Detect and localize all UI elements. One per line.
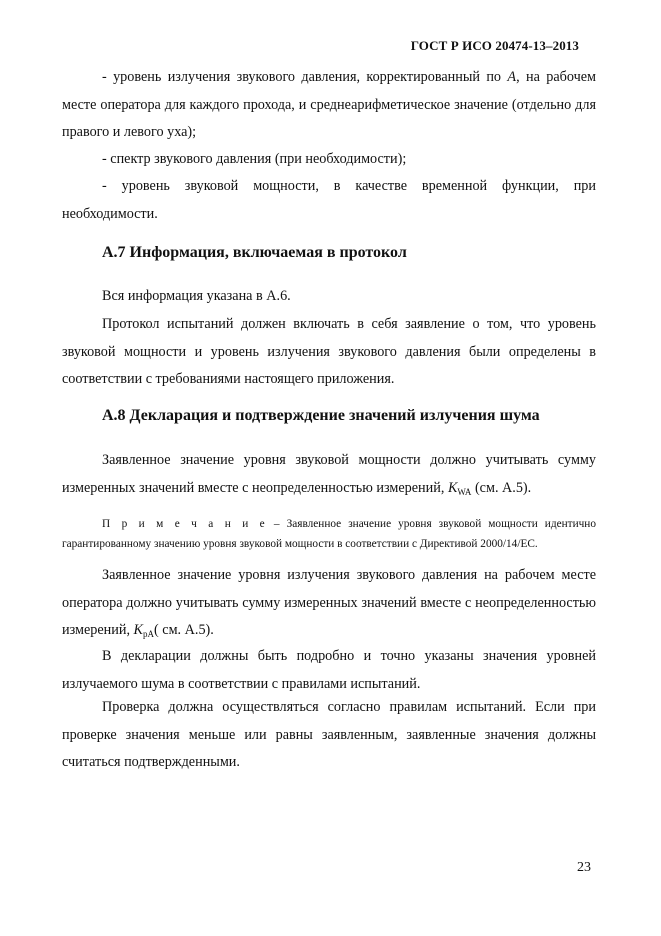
note: П р и м е ч а н и е – Заявленное значение уровня звуковой мощности идентично гарантированному значению уровня звуковой мощности в соответствии с Директивой 2000/14/ЕС. <box>62 518 596 550</box>
paragraph: Проверка должна осуществляться согласно правилам испытаний. Если при проверке значения меньше или равны заявленным, заявленные значения должны считаться подтвержденными. <box>62 699 596 770</box>
list-item-spectrum: - спектр звукового давления (при необходимости); <box>102 151 407 167</box>
paragraph: Протокол испытаний должен включать в себя заявление о том, что уровень звуковой мощности и уровень излучения звукового давления были определены в соответствии с требованиями настоящего приложения. <box>62 316 596 387</box>
list-item-power-level: - уровень звуковой мощности, в качестве временной функции, при необходимости. <box>62 178 596 222</box>
page-number: 23 <box>577 860 591 875</box>
section-heading-a7: А.7 Информация, включаемая в протокол <box>102 244 407 261</box>
paragraph: Заявленное значение уровня звуковой мощности должно учитывать сумму измеренных значений вместе с неопределенностью измерений, $K_{WA}$ (см. А.5). <box>62 452 596 497</box>
paragraph: Вся информация указана в А.6. <box>102 288 291 304</box>
paragraph: Заявленное значение уровня излучения звукового давления на рабочем месте оператора должно учитывать сумму измеренных значений вместе с неопределенностью измерений, $K_{pA}$( см. А.5). <box>62 567 596 639</box>
list-item-sound-pressure: - уровень излучения звукового давления, корректированный по A, на рабочем месте оператора для каждого прохода, и среднеарифметическое значение (отдельно для правого и левого уха); <box>62 69 596 140</box>
paragraph: В декларации должны быть подробно и точно указаны значения уровней излучаемого шума в соответствии с правилами испытаний. <box>62 648 596 692</box>
section-heading-a8: А.8 Декларация и подтверждение значений излучения шума <box>102 407 540 424</box>
document-header: ГОСТ Р ИСО 20474-13–2013 <box>410 38 579 53</box>
